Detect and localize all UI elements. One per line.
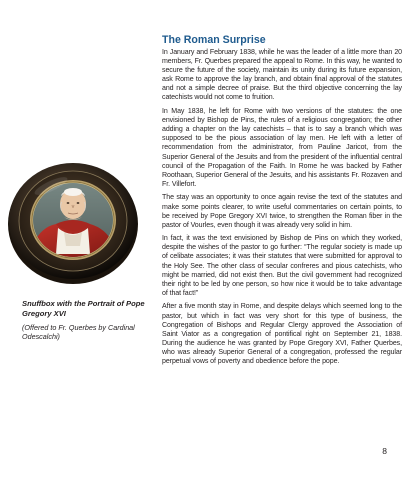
paragraph-1: In January and February 1838, while he was the leader of a little more than 20 members, Fr. Querbes prepared the appeal to Rome. In this way, he wanted to secure the future of the society, maintain its unity during its future expansion, ask Rome to approve the lay branch, and obtain final approval of the statutes and not a simple decree of praise. But the third objective concerning the lay catechists would not come to fruition. (162, 49, 402, 102)
paragraph-3: The stay was an opportunity to once again revise the text of the statutes and make some points clearer, to write useful commentaries on certain points, to be received by Pope Gregory XVI twice, to strengthen the Roman fiber in the pastor of Vourles, even though it was already very solid in him. (162, 194, 402, 229)
article-body (162, 34, 402, 371)
paragraph-5: After a five month stay in Rome, and despite delays which seemed long to the pastor, but which in fact was very short for this type of business, the Congregation of Bishops and Regular Clergy approved the Association of Saint Viator as a congregation of pontifical right on September 21, 1838. During the audience he was granted by Pope Gregory XVI, Father Querbes, who was already Superior General of a congregation, professed the regular perpetual vows of poverty and obedience before the pope. (162, 303, 402, 365)
image-caption (22, 299, 150, 342)
paragraph-4: In fact, it was the text envisioned by Bishop de Pins on which they worked, despite the wishes of the pastor to go further: “The regular society is made up of celibate associates; it was their statutes that were submitted for approval to the Holy See. The other class of secular confreres and pious catechists, who might be married, did not exist then. But the civil government had recognized their right to be led by one person, so how nice it would be to take advantage of that fact!” (162, 235, 402, 297)
paragraph-2: In May 1838, he left for Rome with two versions of the statutes: the one envisioned by Bishop de Pins, the rules of a religious congregation; the other adding a chapter on the lay catechists – that is to say a branch which was supposed to be the pious association of lay men. He left with a letter of recommendation from the administrator, from Pauline Jaricot, from the Superior General of the Jesuits and from the president of the influential central council of the Propagation of the Faith. In Rome he was backed by Father Roothaan, Superior General of the Jesuits, and his assistants Fr. Rozaven and Fr. Villefort. (162, 108, 402, 188)
page-number: 8 (382, 446, 387, 456)
article-title: The Roman Surprise (162, 34, 266, 46)
caption-title: Snuffbox with the Portrait of Pope Gregory XVI (22, 299, 145, 318)
snuffbox-portrait-image (6, 158, 141, 286)
left-column (0, 0, 158, 480)
caption-subtitle: (Offered to Fr. Querbes by Cardinal Odescalchi) (22, 323, 135, 342)
